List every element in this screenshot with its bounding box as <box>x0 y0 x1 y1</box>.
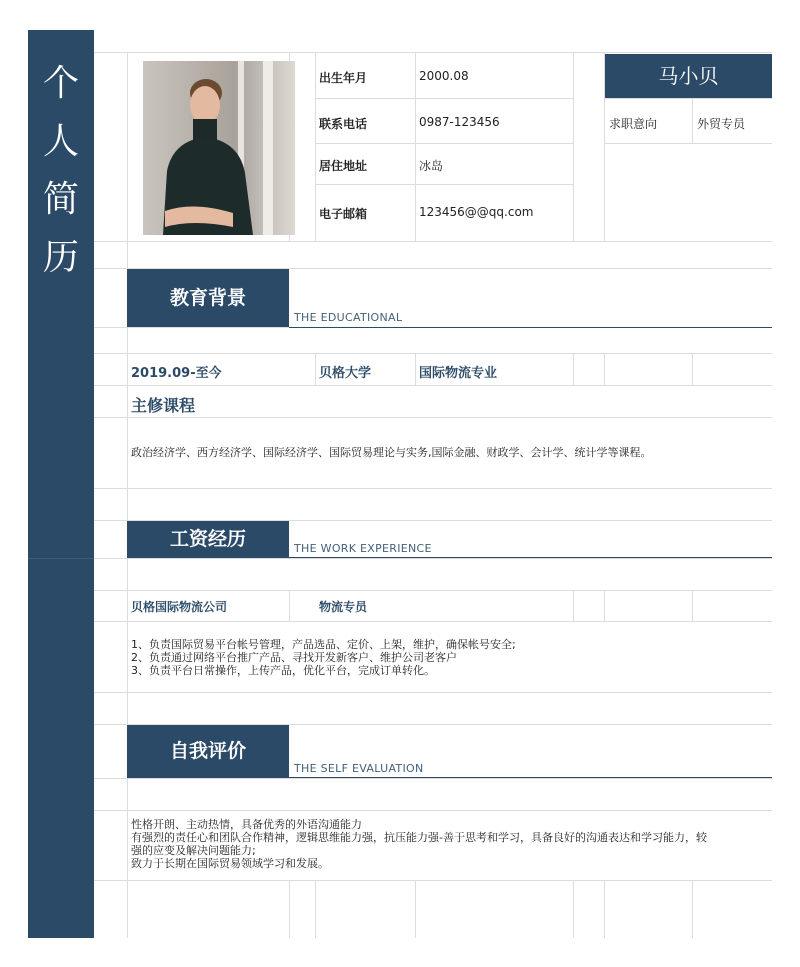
work-duty: 1、负责国际贸易平台帐号管理，产品选品、定价、上架，维护，确保帐号安全; <box>131 638 516 651</box>
education-school: 贝格大学 <box>319 366 372 381</box>
title-char: 个 <box>42 63 79 104</box>
title-char: 人 <box>42 121 79 162</box>
title-char: 简 <box>42 179 79 220</box>
self-rule <box>289 777 772 778</box>
candidate-name: 马小贝 <box>605 54 772 98</box>
self-line: 强的应变及解决问题能力; <box>131 844 256 857</box>
title-sidebar <box>28 30 94 938</box>
address-label: 居住地址 <box>319 159 368 173</box>
education-subtitle: THE EDUCATIONAL <box>294 311 403 324</box>
self-line: 致力于长期在国际贸易领域学习和发展。 <box>131 857 329 870</box>
work-duty: 3、负责平台日常操作，上传产品，优化平台，完成订单转化。 <box>131 664 435 677</box>
work-subtitle: THE WORK EXPERIENCE <box>294 542 432 555</box>
sidebar-divider <box>28 558 94 559</box>
work-duty: 2、负责通过网络平台推广产品、寻找开发新客户、维护公司老客户 <box>131 651 457 664</box>
work-rule <box>289 557 772 558</box>
profile-photo <box>143 61 295 235</box>
work-heading: 工资经历 <box>127 521 289 558</box>
phone-label: 联系电话 <box>319 117 368 131</box>
email-label: 电子邮箱 <box>319 207 368 221</box>
education-major: 国际物流专业 <box>419 366 498 381</box>
birth-value: 2000.08 <box>419 69 469 83</box>
phone-value: 0987-123456 <box>419 115 500 129</box>
self-line: 性格开朗、主动热情，具备优秀的外语沟通能力 <box>131 818 362 831</box>
address-value: 冰岛 <box>419 159 444 173</box>
education-rule <box>289 327 772 328</box>
education-period: 2019.09-至今 <box>131 366 222 381</box>
email-value: 123456@@qq.com <box>419 205 534 219</box>
self-heading: 自我评价 <box>127 725 289 778</box>
birth-label: 出生年月 <box>319 71 368 85</box>
work-company: 贝格国际物流公司 <box>131 600 228 614</box>
education-heading: 教育背景 <box>127 269 289 327</box>
courses-text: 政治经济学、西方经济学、国际经济学、国际贸易理论与实务,国际金融、财政学、会计学、统计学等课程。 <box>131 446 652 459</box>
title-char: 历 <box>42 237 79 278</box>
courses-heading: 主修课程 <box>131 396 196 415</box>
self-line: 有强烈的责任心和团队合作精神，逻辑思维能力强，抗压能力强-善于思考和学习，具备良好的沟通表达和学习能力，较 <box>131 831 707 844</box>
intent-label: 求职意向 <box>609 117 658 131</box>
work-position: 物流专员 <box>319 600 368 614</box>
intent-value: 外贸专员 <box>697 117 746 131</box>
self-subtitle: THE SELF EVALUATION <box>294 762 424 775</box>
